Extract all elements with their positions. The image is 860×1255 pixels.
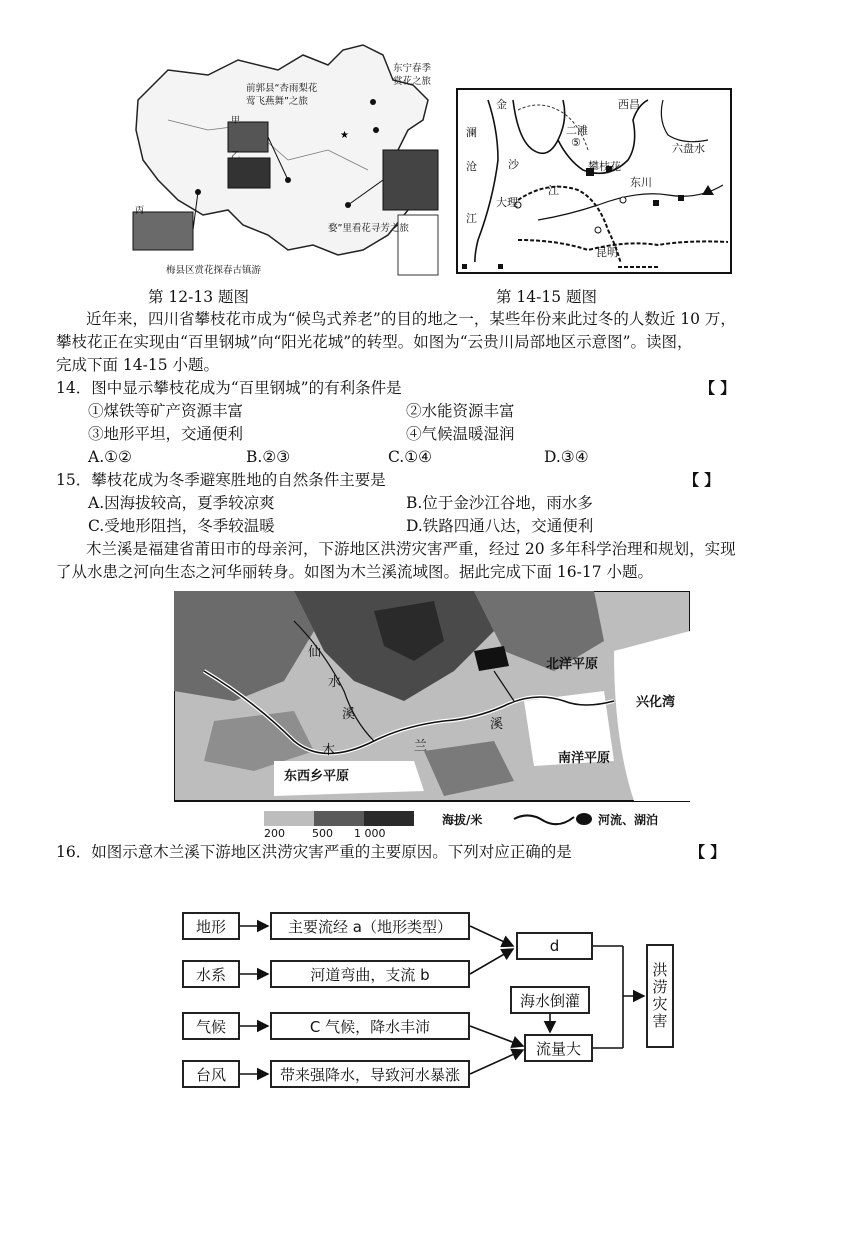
china-map-label: 赏花之旅 (393, 76, 432, 87)
option-item: ②水能资源丰富 (406, 402, 515, 420)
flow-node-climate: 气候 (182, 1012, 240, 1040)
legend-label: 海拔/米 (442, 813, 483, 827)
choice-d: D.③④ (544, 448, 589, 466)
river-label: 溪 (490, 717, 504, 732)
question-stem: 14．图中显示攀枝花成为“百里钢城”的有利条件是 (56, 379, 402, 397)
flow-node-typhoon-detail: 带来强降水，导致河水暴涨 (270, 1060, 470, 1088)
map-label: 江 (466, 212, 477, 225)
china-map-label: 婺”里看花寻芳之旅 (328, 223, 409, 234)
answer-bracket: 【 】 (700, 379, 736, 397)
choice-b: B.位于金沙江谷地，雨水多 (406, 494, 593, 512)
figure-caption: 第 14-15 题图 (496, 288, 598, 306)
yunnan-map (458, 90, 730, 272)
flow-node-result: 洪涝灾害 (646, 944, 674, 1048)
map-label: 攀枝花 (588, 160, 621, 173)
china-map-label: 东宁春季 (393, 63, 432, 74)
answer-bracket: 【 】 (690, 843, 726, 861)
yunnan-map-figure (456, 88, 732, 274)
choice-c: C.①④ (388, 448, 433, 466)
figure-caption: 第 12-13 题图 (148, 288, 250, 306)
place-label: 北洋平原 (546, 657, 599, 672)
choice-a: A.因海拔较高，夏季较凉爽 (88, 494, 275, 512)
map-label: 西昌 (618, 98, 640, 111)
river-label: 水 (328, 675, 342, 690)
map-label: ⑤ (571, 136, 581, 149)
china-map-label: 莺飞燕舞”之旅 (246, 96, 308, 107)
choice-b: B.②③ (246, 448, 291, 466)
map-label: 沧 (466, 160, 477, 173)
china-map-label: 梅县区赏花探春古镇游 (166, 265, 262, 276)
river-label: 兰 (414, 739, 428, 754)
legend-tick: 500 (312, 827, 333, 840)
photo-label: 乙 (231, 151, 241, 161)
map-label: 澜 (466, 126, 477, 139)
place-label: 南洋平原 (558, 751, 611, 766)
passage-line: 完成下面 14-15 小题。 (56, 356, 220, 374)
china-map-label: 前郭县“杏雨梨花 (246, 83, 318, 94)
flow-node-terrain: 地形 (182, 912, 240, 940)
passage-line: 木兰溪是福建省莆田市的母亲河，下游地区洪涝灾害严重，经过 20 多年科学治理和规划，实现 (86, 540, 736, 558)
mulan-river-map (174, 591, 690, 837)
river-label: 木 (322, 743, 336, 758)
map-label: 昆明 (596, 246, 618, 259)
flowchart (178, 904, 678, 1094)
flow-node-terrain-detail: 主要流经 a（地形类型） (270, 912, 470, 940)
flow-node-typhoon: 台风 (182, 1060, 240, 1088)
flow-node-climate-detail: C 气候，降水丰沛 (270, 1012, 470, 1040)
map-label: 金 (496, 98, 507, 111)
choice-c: C.受地形阻挡，冬季较温暖 (88, 517, 275, 535)
question-stem: 15．攀枝花成为冬季避寒胜地的自然条件主要是 (56, 471, 386, 489)
map-label: 二滩 (566, 124, 588, 137)
photo-label: 甲 (231, 116, 241, 126)
place-label: 兴化湾 (636, 695, 676, 710)
flow-node-water-system: 水系 (182, 960, 240, 988)
option-item: ③地形平坦，交通便利 (88, 425, 244, 443)
flow-node-seawater: 海水倒灌 (510, 986, 590, 1014)
map-label: 江 (548, 184, 559, 197)
place-label: 东西乡平原 (284, 769, 350, 784)
china-map-figure (128, 40, 446, 280)
question-stem: 16．如图示意木兰溪下游地区洪涝灾害严重的主要原因。下列对应正确的是 (56, 843, 572, 861)
flow-node-flow: 流量大 (524, 1034, 593, 1062)
passage-line: 近年来，四川省攀枝花市成为“候鸟式养老”的目的地之一，某些年份来此过冬的人数近 10 万， (86, 310, 736, 328)
option-item: ④气候温暖湿润 (406, 425, 515, 443)
mulan-river-map-figure (174, 591, 690, 840)
legend-tick: 1 000 (354, 827, 386, 840)
map-label: 东川 (630, 176, 652, 189)
river-label: 仙 (308, 645, 322, 660)
passage-line: 了从水患之河向生态之河华丽转身。如图为木兰溪流域图。据此完成下面 16-17 小题。 (56, 563, 654, 581)
choice-d: D.铁路四通八达，交通便利 (406, 517, 594, 535)
river-label: 溪 (342, 707, 356, 722)
svg-text:★: ★ (340, 130, 349, 141)
choice-a: A.①② (88, 448, 132, 466)
map-label: 六盘水 (672, 142, 705, 155)
legend-label: 河流、湖泊 (598, 813, 659, 827)
flow-node-d: d (516, 932, 593, 960)
map-label: 沙 (508, 158, 519, 171)
map-label: 大理 (496, 196, 518, 209)
flow-node-water-detail: 河道弯曲，支流 b (270, 960, 470, 988)
answer-bracket: 【 】 (684, 471, 720, 489)
legend-tick: 200 (264, 827, 285, 840)
passage-line: 攀枝花正在实现由“百里钢城”向“阳光花城”的转型。如图为“云贵川局部地区示意图”。读图， (56, 333, 693, 351)
photo-label: 丙 (135, 206, 145, 216)
option-item: ①煤铁等矿产资源丰富 (88, 402, 244, 420)
